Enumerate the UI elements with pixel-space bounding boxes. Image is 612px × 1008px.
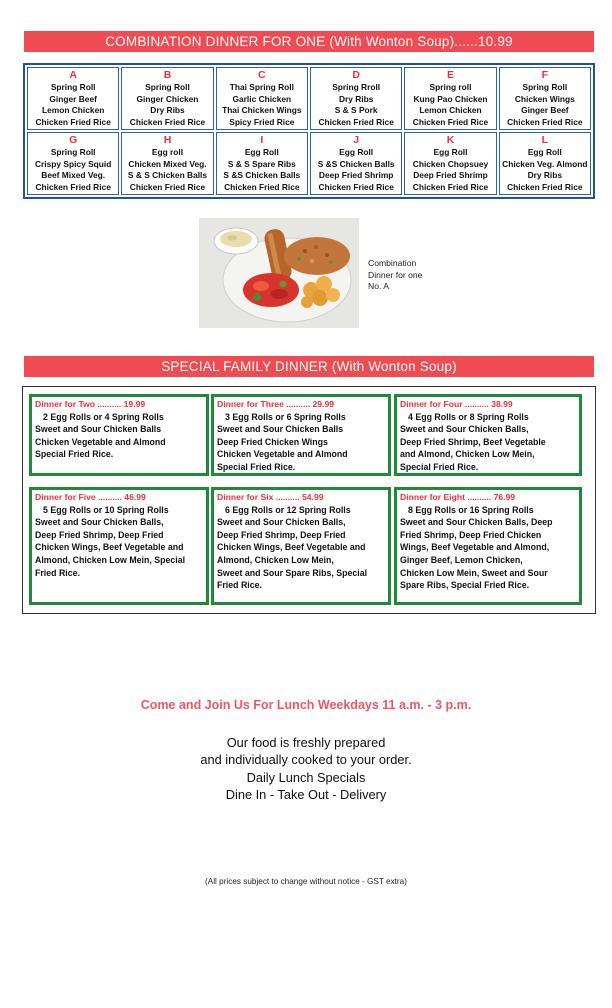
combo-letter: I: [260, 134, 264, 146]
family-box-line: Sweet and Sour Chicken Balls,: [217, 517, 346, 528]
combo-letter: H: [163, 134, 172, 146]
family-box-title: Dinner for Eight .......... 76.99: [400, 492, 516, 502]
combo-letter: G: [69, 134, 78, 146]
combo-item: Egg Roll: [433, 147, 468, 157]
family-box-line: Sweet and Sour Chicken Balls, Deep: [400, 517, 553, 528]
family-box-six: [211, 487, 391, 605]
combo-item: Chicken Mixed Veg.: [128, 158, 207, 169]
family-box-title: Dinner for Four .......... 38.99: [400, 399, 513, 409]
combo-cell-h: [121, 132, 213, 195]
family-dinner-section: [22, 386, 596, 614]
family-box-line: Special Fried Rice.: [35, 449, 114, 460]
combo-item: Egg Roll: [339, 147, 374, 157]
service-info-line: Dine In - Take Out - Delivery: [225, 787, 387, 803]
combo-cell-g: [27, 132, 119, 195]
caption-line: Dinner for one: [368, 269, 423, 280]
combo-item: Garlic Chicken: [232, 93, 292, 104]
combo-letter: F: [541, 69, 549, 81]
family-box-five: [29, 487, 209, 605]
combo-cell-e: [404, 67, 496, 130]
combo-item: S & S Spare Ribs: [227, 158, 296, 169]
service-info-block: [0, 734, 612, 804]
lunch-hours-notice: Come and Join Us For Lunch Weekdays 11 a.m. - 3 p.m.: [140, 698, 472, 712]
combo-item: Chicken Veg. Almond: [502, 158, 588, 169]
combo-item: Ginger Beef: [49, 93, 97, 104]
family-box-line: Fried Rice.: [35, 567, 80, 578]
combination-menu-grid: [23, 63, 595, 199]
combination-plate-illustration: [199, 218, 359, 328]
combo-cell-l: [499, 132, 591, 195]
family-box-title: Dinner for Five .......... 46.99: [35, 492, 146, 502]
photo-caption: [368, 258, 478, 293]
caption-line: Combination: [368, 258, 417, 268]
family-box-line: Fried Shrimp, Deep Fried Chicken: [400, 529, 542, 540]
family-box-line: Almond, Chicken Low Mein,: [217, 554, 334, 565]
combo-letter: E: [446, 69, 454, 81]
combo-item: Spring Roll: [145, 82, 190, 92]
combo-item: Chicken Wings: [514, 93, 575, 104]
family-box-line: 2 Egg Rolls or 4 Spring Rolls: [43, 411, 164, 422]
combo-cell-b: [121, 67, 213, 130]
combo-item: Spring Roll: [50, 147, 96, 157]
family-dinner-banner: SPECIAL FAMILY DINNER (With Wonton Soup): [24, 356, 594, 377]
family-box-title: Dinner for Six .......... 54.99: [217, 492, 324, 502]
family-box-line: Sweet and Sour Chicken Balls,: [400, 424, 529, 435]
family-box-line: Special Fried Rice.: [217, 461, 296, 472]
combo-item: Spring Roll: [50, 82, 96, 92]
combo-item: Chicken Fried Rice: [318, 116, 394, 127]
combo-item: Egg Roll: [527, 147, 562, 157]
combo-item: Chicken Fried Rice: [412, 181, 489, 192]
family-box-title: Dinner for Three .......... 29.99: [217, 399, 335, 409]
family-box-line: 4 Egg Rolls or 8 Spring Rolls: [408, 411, 529, 422]
service-info-line: and individually cooked to your order.: [200, 752, 412, 768]
family-box-line: 5 Egg Rolls or 10 Spring Rolls: [43, 504, 169, 515]
combo-item: Chicken Fried Rice: [35, 116, 111, 127]
combo-item: Chicken Fried Rice: [129, 116, 206, 127]
combo-item: Ginger Chicken: [136, 93, 199, 104]
combo-letter: C: [258, 69, 266, 81]
family-box-line: Almond, Chicken Low Mein, Special: [35, 554, 186, 565]
combo-item: Deep Fried Shrimp: [413, 170, 488, 180]
family-box-two: [29, 394, 209, 476]
family-box-eight: [394, 487, 582, 605]
combo-item: Spicy Fried Rice: [229, 116, 295, 127]
combo-item: Spring Rroll: [332, 82, 381, 92]
combo-cell-a: [27, 67, 119, 130]
combo-item: Ginger Beef: [521, 105, 569, 115]
combo-letter: A: [69, 69, 77, 81]
family-box-line: Spare Ribs, Special Fried Rice.: [400, 580, 530, 591]
family-box-line: Deep Fried Shrimp, Deep Fried: [217, 529, 346, 540]
family-box-line: Chicken Low Mein, Sweet and Sour: [400, 567, 548, 578]
combo-cell-k: [404, 132, 496, 195]
combo-item: Chicken Fried Rice: [507, 181, 583, 192]
combo-item: Chicken Fried Rice: [224, 181, 300, 192]
family-box-line: 8 Egg Rolls or 16 Spring Rolls: [408, 504, 534, 515]
service-info-line: Daily Lunch Specials: [246, 769, 366, 785]
price-disclaimer: (All prices subject to change without notice - GST extra): [205, 877, 407, 886]
combo-item: Chicken Chopsuey: [412, 158, 489, 169]
combo-letter: J: [353, 134, 360, 146]
family-box-line: Sweet and Sour Chicken Balls,: [35, 517, 164, 528]
family-box-line: Chicken Wings, Beef Vegetable and: [217, 542, 366, 553]
family-box-line: and Almond, Chicken Low Mein,: [400, 449, 535, 460]
combo-item: Crispy Spicy Squid: [35, 158, 112, 169]
food-photo: [199, 218, 359, 328]
combo-item: Beef Mixed Veg.: [41, 170, 106, 180]
combo-item: Spring Roll: [522, 82, 568, 92]
family-box-line: Wings, Beef Vegetable and Almond,: [400, 542, 550, 553]
combo-item: Lemon Chicken: [419, 105, 482, 115]
family-box-title: Dinner for Two .......... 19.99: [35, 399, 146, 409]
combo-item: S &S Chicken Balls: [317, 158, 395, 169]
combo-item: Chicken Fried Rice: [507, 116, 583, 127]
family-box-line: Ginger Beef, Lemon Chicken,: [400, 554, 523, 565]
combo-letter: B: [163, 69, 172, 81]
family-box-line: Deep Fried Shrimp, Beef Vegetable: [400, 436, 546, 447]
combo-item: Dry Ribs: [150, 105, 185, 115]
combo-item: Deep Fried Shrimp: [318, 170, 394, 180]
family-box-line: Sweet and Sour Chicken Balls: [217, 424, 344, 435]
family-box-four: [394, 394, 582, 476]
combo-item: S & S Pork: [334, 105, 378, 115]
combo-item: Spring roll: [429, 82, 472, 92]
combo-cell-i: [216, 132, 308, 195]
combo-item: Chicken Fried Rice: [129, 181, 206, 192]
caption-line: No. A: [368, 281, 390, 291]
family-box-line: Fried Rice.: [217, 580, 262, 591]
combo-item: Dry Ribs: [338, 93, 374, 104]
combo-item: Thai Chicken Wings: [222, 105, 302, 115]
family-box-line: Sweet and Sour Chicken Balls: [35, 424, 162, 435]
family-box-line: Deep Fried Chicken Wings: [217, 436, 328, 447]
service-info-line: Our food is freshly prepared: [226, 735, 386, 750]
combo-cell-c: [216, 67, 308, 130]
combo-item: Chicken Fried Rice: [318, 181, 394, 192]
combo-item: Lemon Chicken: [41, 105, 105, 115]
combo-item: Thai Spring Roll: [229, 82, 294, 92]
family-box-line: Chicken Vegetable and Almond: [35, 436, 166, 447]
family-box-line: Chicken Vegetable and Almond: [217, 449, 348, 460]
combo-item: Kung Pao Chicken: [413, 93, 488, 104]
combo-cell-d: [310, 67, 402, 130]
combo-letter: L: [541, 134, 549, 146]
combo-item: S &S Chicken Balls: [223, 170, 301, 180]
family-box-line: 6 Egg Rolls or 12 Spring Rolls: [225, 504, 351, 515]
combo-item: S & S Chicken Balls: [127, 170, 208, 180]
family-box-line: Special Fried Rice.: [400, 461, 479, 472]
combo-cell-f: [499, 67, 591, 130]
combo-item: Egg Roll: [244, 147, 279, 157]
combo-cell-j: [310, 132, 402, 195]
combination-dinner-banner: COMBINATION DINNER FOR ONE (With Wonton Soup)......10.99: [24, 31, 594, 52]
combo-item: Chicken Fried Rice: [35, 181, 111, 192]
combo-item: Egg roll: [151, 147, 184, 157]
combo-letter: D: [352, 69, 360, 81]
combo-item: Chicken Fried Rice: [412, 116, 489, 127]
family-box-line: Sweet and Sour Spare Ribs, Special: [217, 567, 368, 578]
family-box-three: [211, 394, 391, 476]
family-box-line: Chicken Wings, Beef Vegetable and: [35, 542, 184, 553]
combo-letter: K: [446, 134, 455, 146]
family-box-line: Deep Fried Shrimp, Deep Fried: [35, 529, 164, 540]
family-box-line: 3 Egg Rolls or 6 Spring Rolls: [225, 411, 346, 422]
combo-item: Dry Ribs: [527, 170, 563, 180]
